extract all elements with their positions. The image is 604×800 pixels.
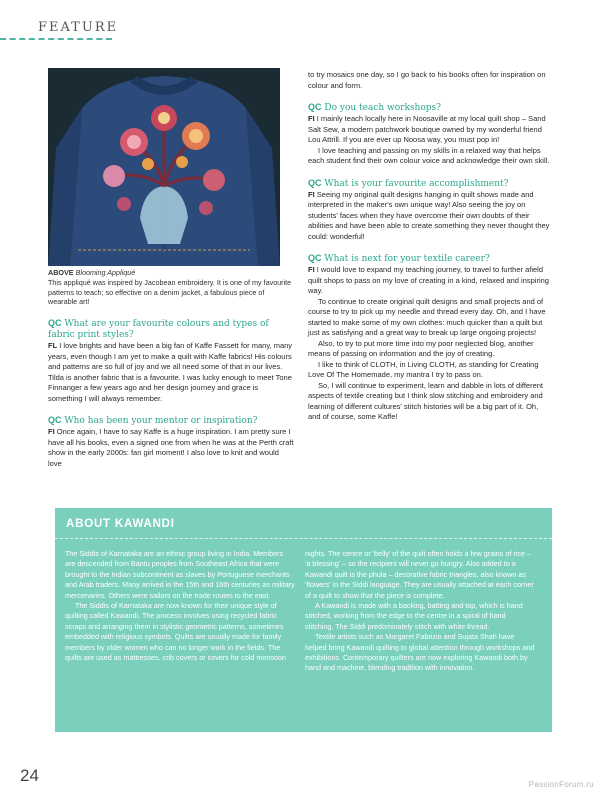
interview-block xyxy=(48,318,294,404)
interview-block xyxy=(308,253,552,423)
about-column-left xyxy=(65,549,295,663)
answer-paragraph: I love teaching and passing on my skills in a relaxed way that helps each student find their own colour voice and acknowledge their own skill. xyxy=(308,145,550,165)
about-paragraph: nights. The centre or 'belly' of the quilt often holds a few grains of rice – 'a blessing' – so the recipient will never go hungry. Also added to a Kawandi quilt is the phula – decorative fabric triangles, also known as 'flowers' in the Siddi language. They are usually attached at each corner of a quilt to show that the piece is complete. xyxy=(305,549,534,600)
answer-continuation: to try mosaics one day, so I go back to his books often for inspiration on colour and form. xyxy=(308,70,546,90)
section-rule xyxy=(0,38,112,40)
answer-paragraph: To continue to create original quilt designs and small projects and of course to try to pick up my needle and thread every day. Oh, and I have started to make some of my own clothes: much quicker than a quilt but just as satisfying and a great way to break up large ongoing projects! xyxy=(308,296,546,337)
question-heading: QC What is next for your textile career? xyxy=(308,253,490,264)
interview-block xyxy=(48,415,294,469)
caption-label: ABOVE xyxy=(48,268,74,277)
about-paragraph: The Siddis of Karnataka are an ethnic group living in India. Members are descended from Bantu peoples from Southeast Africa that were brought to the Indian subcontinent as slaves by Portuguese merchants and Arab traders. Many arrived in the 15th and 16th centuries as military mercenaries. Others were sailors on the trade routes to the east. xyxy=(65,549,295,600)
about-paragraph: Textile artists such as Margaret Fabrizio and Sujata Shah have helped bring Kawandi quilting to global attention through workshops and exhibitions. Contemporary quilters are now exploring Kawandi both by hand and machine, blending tradition with innovation. xyxy=(305,632,535,673)
right-column xyxy=(308,70,552,423)
about-title: ABOUT KAWANDI xyxy=(66,518,175,530)
interview-block xyxy=(308,102,552,167)
caption-title: Blooming Appliqué xyxy=(75,268,136,277)
about-paragraph: The Siddis of Karnataka are now known for their unique style of quilting called Kawandi. The process involves using recycled fabric scraps and arranging them in stylistic geometric patterns, sometimes embedded with religious symbols. Quilts are usually made for family members by older women who can no longer work in the fields. The quilts are used as mattresses, crib covers or covers for cold monsoon xyxy=(65,601,286,663)
photo-caption xyxy=(48,268,294,307)
answer-paragraph: FI I would love to expand my teaching journey, to travel to further afield quilt shops to pass on my love of creating in a kind, relaxed and inspiring way. xyxy=(308,265,549,295)
about-divider xyxy=(55,538,552,539)
left-column xyxy=(48,268,294,469)
answer-paragraph: FL I love brights and have been a big fan of Kaffe Fassett for many, many years, even though I am yet to make a quilt with Kaffe fabrics! His colours and patterns are so full of joy and we all need some of that in our lives. Tilda is another fabric that is a favourite. I was lucky enough to meet Tone Finnanger a few years ago and her design journey and grace is something I will always remember. xyxy=(48,341,293,403)
denim-jacket-icon xyxy=(48,68,280,266)
about-kawandi-box xyxy=(55,508,552,732)
answer-paragraph: FI Seeing my original quilt designs hanging in quilt shows made and interpreted in the maker's own unique way! Also seeing the joy on students' faces when they have overcome their own doubts of their abilities and have been able to create something they never thought they could: wonderful! xyxy=(308,189,550,241)
answer-paragraph: So, I will continue to experiment, learn and dabble in lots of different aspects of textile creating but I think slow stitching and embroidery and learning of different cultures' stitch histories will be a big part of it. Oh, and of course, some Kaffe! xyxy=(308,380,543,421)
site-watermark: PassionForum.ru xyxy=(528,780,594,789)
answer-paragraph: Also, to try to put more time into my poor neglected blog, another means of passing on information and the joy of creating. xyxy=(308,338,534,358)
answer-paragraph: FI I mainly teach locally here in Noosaville at my local quilt shop – Sand Salt Sew, a modern patchwork boutique owned by my wonderful friend Lou Attrill. If you are ever up Noosa way, you must pop in! xyxy=(308,114,546,144)
answer-paragraph: I like to think of CLOTH, in Living CLOTH, as standing for Creating Love Of The Homemade, my mantra I try to pass on. xyxy=(308,359,539,379)
interview-block xyxy=(308,178,552,243)
caption-text: This appliqué was inspired by Jacobean embroidery. It is one of my favourite patterns to teach; so effective on a denim jacket, a fabulous piece of wearable art! xyxy=(48,277,292,307)
jacket-photo xyxy=(48,68,280,266)
question-heading: QC Do you teach workshops? xyxy=(308,102,441,113)
about-column-right xyxy=(305,549,535,674)
question-heading: QC Who has been your mentor or inspiration? xyxy=(48,415,258,427)
page-number: 24 xyxy=(20,766,39,785)
about-paragraph: A Kawandi is made with a backing, batting and top, which is hand stitched, working from the edge to the centre in a spiral of hand stitching. The Siddi predominately stitch with white thread. xyxy=(305,601,523,631)
section-label: FEATURE xyxy=(38,20,119,35)
answer-paragraph: FI Once again, I have to say Kaffe is a huge inspiration. I am pretty sure I have all his books, even a signed one from when he was at the Perth craft show in the early 2000s: fan girl moment! I also love to knit and would love xyxy=(48,427,294,468)
question-heading: QC What are your favourite colours and types of fabric print styles? xyxy=(48,318,269,341)
question-heading: QC What is your favourite accomplishment? xyxy=(308,177,509,189)
